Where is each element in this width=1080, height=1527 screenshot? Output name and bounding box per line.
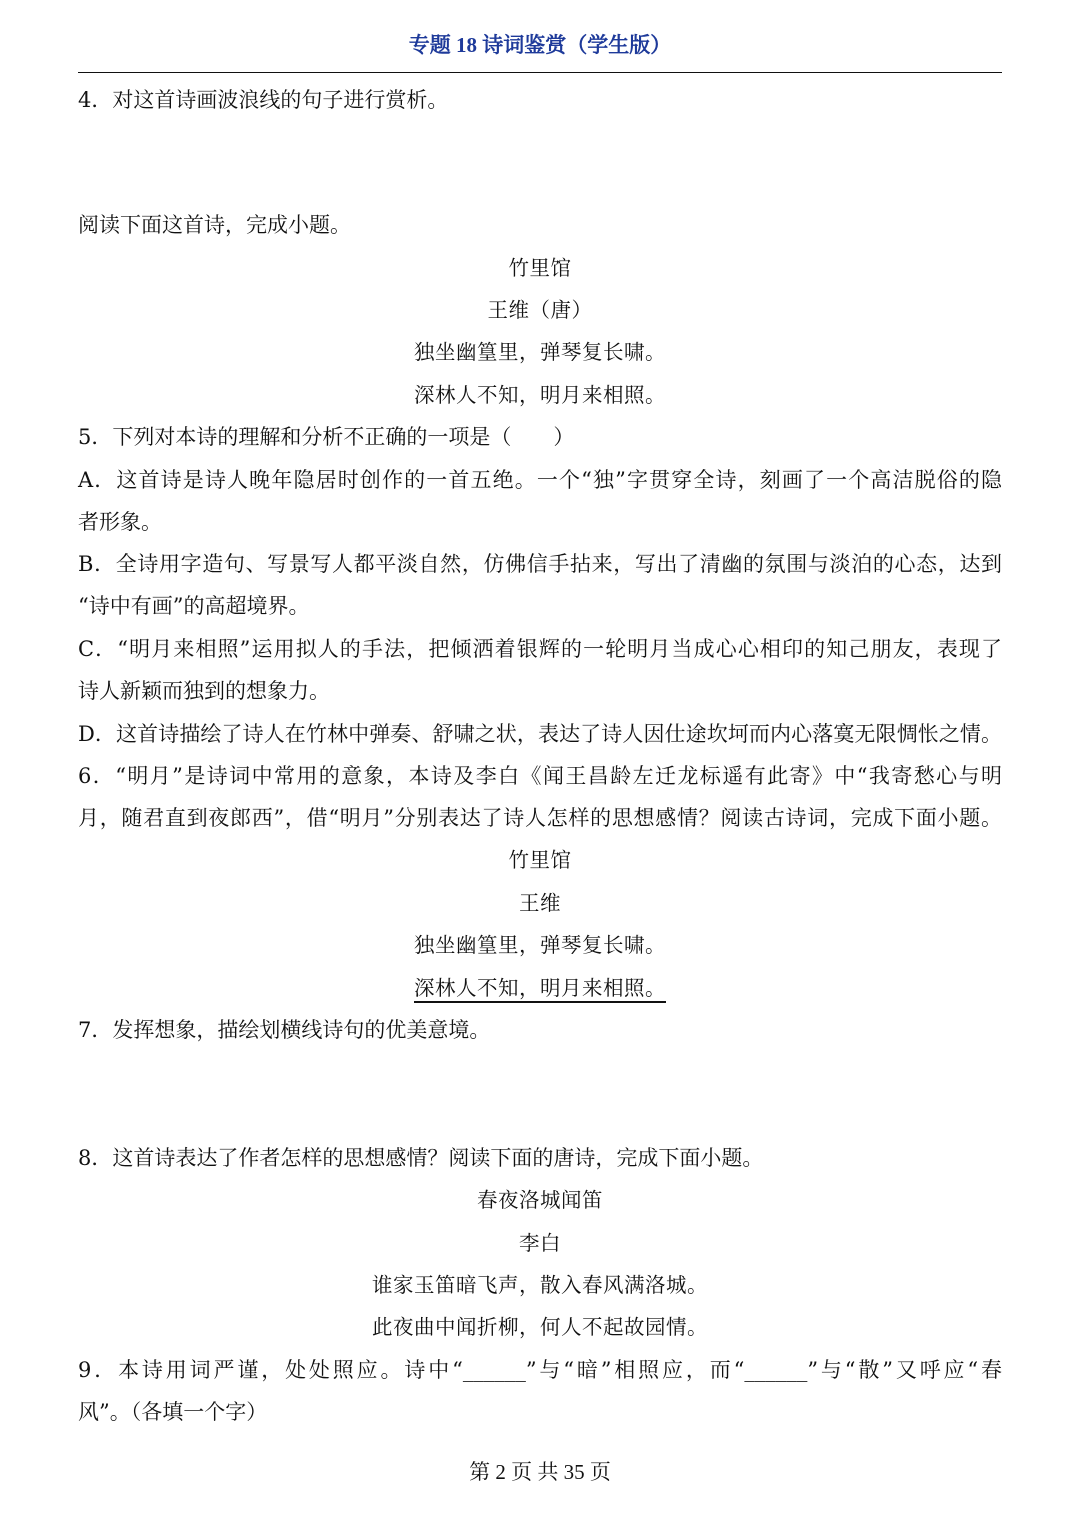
- header-rule: [78, 72, 1002, 73]
- option-a-line: 者形象。: [78, 510, 162, 534]
- option-a-line: A．这首诗是诗人晚年隐居时创作的一首五绝。一个“独”字贯穿全诗，刻画了一个高洁脱俗的隐: [78, 468, 1002, 492]
- option-c-line: 诗人新颖而独到的想象力。: [78, 679, 330, 703]
- poem3-line: 谁家玉笛暗飞声，散入春风满洛城。: [372, 1273, 708, 1297]
- page-header-title: 专题 18 诗词鉴赏（学生版）: [408, 33, 672, 57]
- question-8: 8．这首诗表达了作者怎样的思想感情？阅读下面的唐诗，完成下面小题。: [78, 1146, 764, 1170]
- poem3-title: 春夜洛城闻笛: [477, 1188, 603, 1212]
- poem3-line: 此夜曲中闻折柳，何人不起故园情。: [372, 1315, 708, 1339]
- question-6-line: 月，随君直到夜郎西”，借“明月”分别表达了诗人怎样的思想感情？阅读古诗词，完成下面小题。: [78, 806, 1002, 830]
- question-7: 7．发挥想象，描绘划横线诗句的优美意境。: [78, 1018, 491, 1042]
- poem1-author: 王维（唐）: [487, 298, 593, 322]
- poem2-line-underlined: [0, 967, 1080, 1009]
- poem1-line: 独坐幽篁里，弹琴复长啸。: [414, 340, 666, 364]
- option-b-line: “诗中有画”的高超境界。: [78, 594, 310, 618]
- option-d-line: D．这首诗描绘了诗人在竹林中弹奏、舒啸之状，表达了诗人因仕途坎坷而内心落寞无限惆怅之情。: [78, 722, 1002, 746]
- option-b-line: B．全诗用字造句、写景写人都平淡自然，仿佛信手拈来，写出了清幽的氛围与淡泊的心态，达到: [78, 552, 1002, 576]
- poem3-author: 李白: [519, 1231, 561, 1255]
- poem1-title: 竹里馆: [508, 256, 572, 280]
- option-c-line: C．“明月来相照”运用拟人的手法，把倾洒着银辉的一轮明月当成心心相印的知己朋友，表现了: [78, 637, 1002, 661]
- page-number: 第 2 页 共 35 页: [469, 1460, 611, 1484]
- question-9-line: 风”。（各填一个字）: [78, 1400, 268, 1424]
- question-4: 4．对这首诗画波浪线的句子进行赏析。: [78, 88, 449, 112]
- underlined-verse: 深林人不知，明月来相照。: [414, 976, 666, 1000]
- poem1-line: 深林人不知，明月来相照。: [414, 383, 666, 407]
- question-9-line: 9．本诗用词严谨，处处照应。诗中“______”与“暗”相照应，而“______”与“散”又呼应“春: [78, 1358, 1002, 1382]
- poem2-line: 独坐幽篁里，弹琴复长啸。: [414, 933, 666, 957]
- question-6-line: 6．“明月”是诗词中常用的意象，本诗及李白《闻王昌龄左迁龙标遥有此寄》中“我寄愁心与明: [78, 764, 1002, 788]
- poem2-title: 竹里馆: [508, 848, 572, 872]
- poem2-author: 王维: [519, 891, 561, 915]
- reading-instruction: 阅读下面这首诗，完成小题。: [78, 213, 351, 237]
- question-5-stem: 5．下列对本诗的理解和分析不正确的一项是（ ）: [78, 425, 575, 449]
